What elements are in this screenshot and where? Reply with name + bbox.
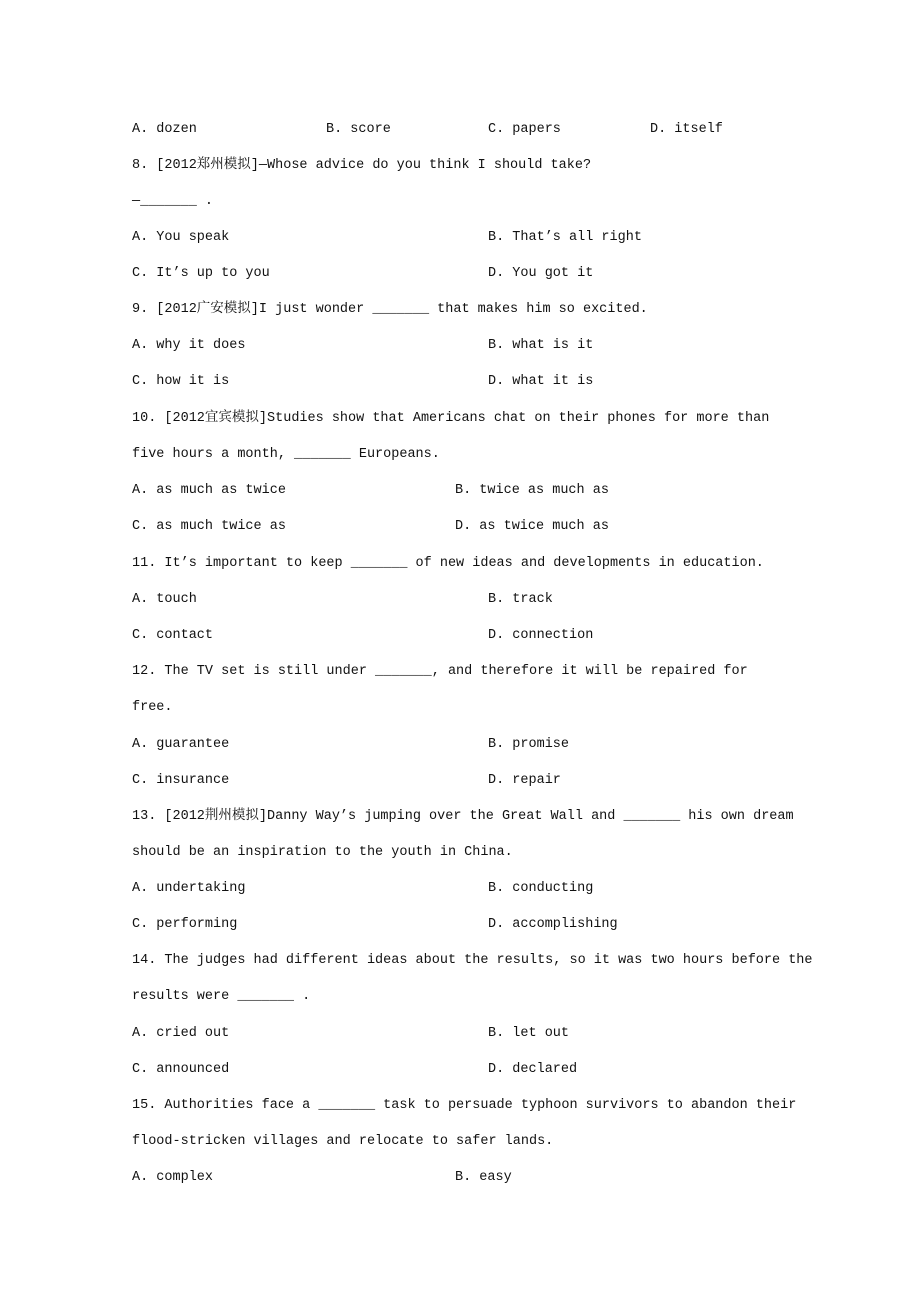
question-stem: 13. [2012荆州模拟]Danny Way’s jumping over the Great Wall and _______ his own dream	[132, 809, 794, 824]
option-d: D. what it is	[488, 374, 594, 389]
option-d: D. connection	[488, 628, 594, 643]
option-b: B. score	[326, 122, 391, 137]
question-stem: 11. It’s important to keep _______ of new ideas and developments in education.	[132, 556, 764, 571]
option-a: A. touch	[132, 592, 197, 607]
option-d: D. You got it	[488, 266, 594, 281]
option-b: B. what is it	[488, 338, 594, 353]
option-b: B. let out	[488, 1026, 570, 1041]
option-c: C. as much twice as	[132, 519, 286, 534]
option-c: C. insurance	[132, 773, 230, 788]
option-c: C. papers	[488, 122, 561, 137]
option-d: D. accomplishing	[488, 917, 618, 932]
option-b: B. twice as much as	[455, 483, 609, 498]
question-stem: 10. [2012宜宾模拟]Studies show that Americans chat on their phones for more than	[132, 411, 770, 426]
option-c: C. how it is	[132, 374, 230, 389]
option-c: C. contact	[132, 628, 214, 643]
option-b: B. track	[488, 592, 553, 607]
option-b: B. promise	[488, 737, 570, 752]
question-stem: 15. Authorities face a _______ task to persuade typhoon survivors to abandon their	[132, 1098, 797, 1113]
option-b: B. That’s all right	[488, 230, 642, 245]
question-stem-cont: five hours a month, _______ Europeans.	[132, 447, 440, 462]
option-a: A. dozen	[132, 122, 197, 137]
option-d: D. repair	[488, 773, 561, 788]
option-a: A. complex	[132, 1170, 214, 1185]
option-c: C. performing	[132, 917, 238, 932]
option-a: A. You speak	[132, 230, 230, 245]
question-stem-cont: should be an inspiration to the youth in China.	[132, 845, 513, 860]
question-stem-cont: free.	[132, 700, 173, 715]
question-stem-cont: results were _______ .	[132, 989, 311, 1004]
option-b: B. conducting	[488, 881, 594, 896]
option-a: A. undertaking	[132, 881, 246, 896]
question-stem-cont: flood-stricken villages and relocate to safer lands.	[132, 1134, 554, 1149]
option-a: A. why it does	[132, 338, 246, 353]
option-a: A. cried out	[132, 1026, 230, 1041]
question-stem: 8. [2012郑州模拟]—Whose advice do you think I should take?	[132, 158, 592, 173]
question-stem: 9. [2012广安模拟]I just wonder _______ that makes him so excited.	[132, 302, 648, 317]
option-a: A. as much as twice	[132, 483, 286, 498]
option-d: D. as twice much as	[455, 519, 609, 534]
option-d: D. declared	[488, 1062, 578, 1077]
question-stem: 14. The judges had different ideas about the results, so it was two hours before the	[132, 953, 813, 968]
question-stem: 12. The TV set is still under _______, and therefore it will be repaired for	[132, 664, 748, 679]
option-d: D. itself	[650, 122, 723, 137]
option-c: C. announced	[132, 1062, 230, 1077]
option-c: C. It’s up to you	[132, 266, 270, 281]
option-a: A. guarantee	[132, 737, 230, 752]
option-b: B. easy	[455, 1170, 512, 1185]
question-stem-cont: —_______ .	[132, 194, 214, 209]
